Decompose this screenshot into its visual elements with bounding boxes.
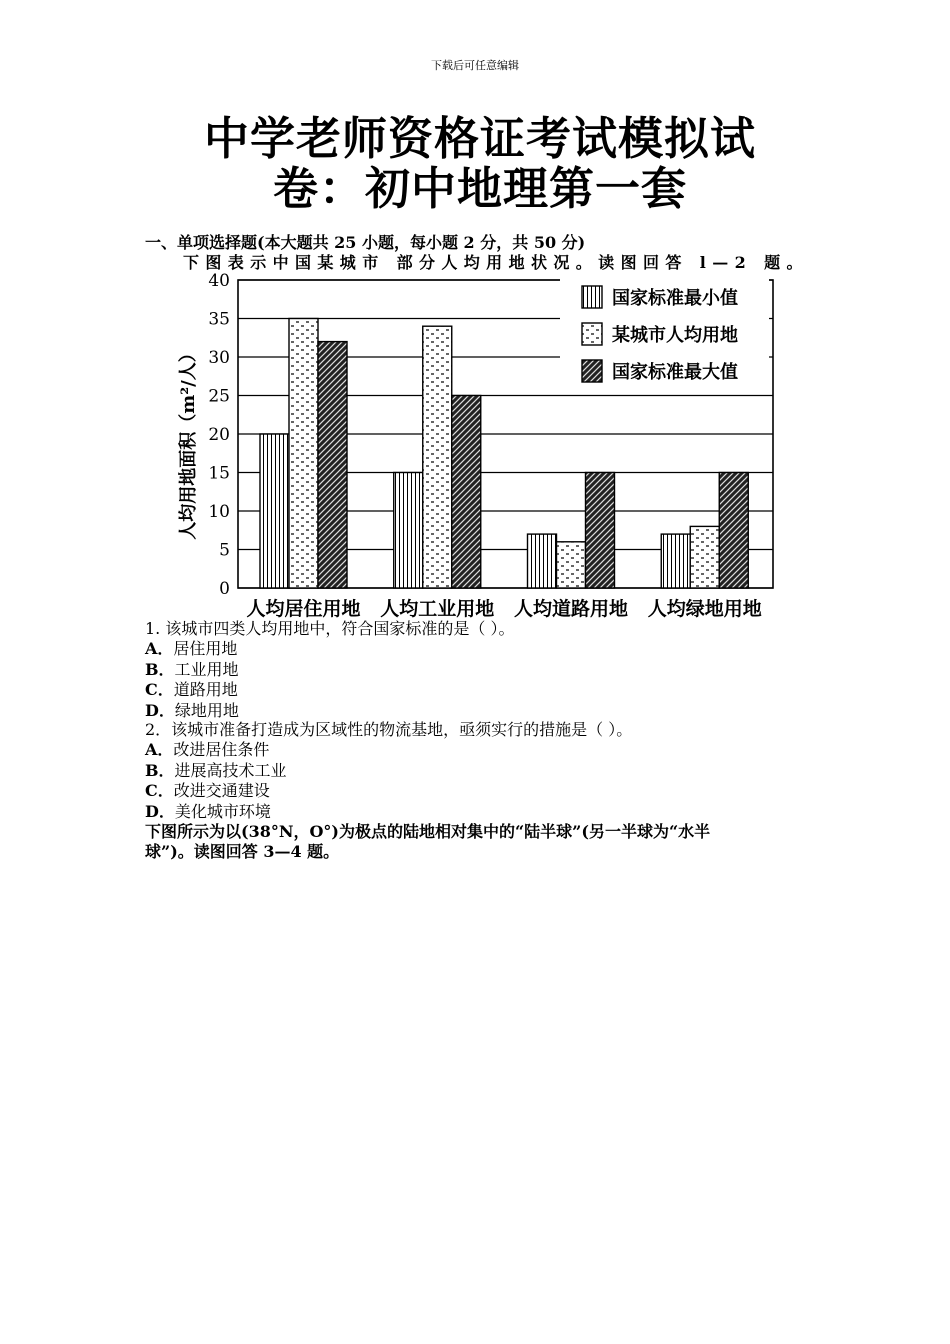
bar-1-1 xyxy=(260,434,289,588)
bar-2-3 xyxy=(557,542,586,588)
title-line-1: 中学老师资格证考试模拟试 xyxy=(203,112,756,165)
y-tick-label: 0 xyxy=(219,579,230,599)
option-letter: C． xyxy=(145,781,174,801)
legend-label: 国家标准最小值 xyxy=(612,288,738,309)
y-tick-label: 20 xyxy=(208,425,230,445)
legend-label: 国家标准最大值 xyxy=(612,362,738,383)
legend-swatch xyxy=(582,323,602,345)
y-tick-label: 35 xyxy=(208,309,230,330)
bar-1-2 xyxy=(394,473,423,589)
question-intro: 下图表示中国某城市 部分人均用地状况。读图回答 l—2 题。 xyxy=(183,253,809,272)
option-text: 绿地用地 xyxy=(174,700,239,720)
answer-option xyxy=(145,781,270,801)
answer-option xyxy=(145,761,287,781)
option-letter: D． xyxy=(145,801,175,821)
x-category-label: 人均道路用地 xyxy=(513,598,629,620)
x-category-label: 人均绿地用地 xyxy=(647,598,762,620)
option-letter: B． xyxy=(145,659,175,679)
answer-option xyxy=(145,701,239,721)
chart-legend xyxy=(560,276,769,394)
section-heading: 一、单项选择题(本大题共 25 小题，每小题 2 分，共 50 分) xyxy=(145,233,586,252)
x-axis-category-labels xyxy=(246,597,761,620)
y-tick-label: 30 xyxy=(208,348,230,368)
bar-3-4 xyxy=(719,473,748,589)
legend-swatch xyxy=(582,286,602,308)
bar-2-2 xyxy=(423,326,452,588)
answer-option xyxy=(145,639,237,659)
y-tick-label: 25 xyxy=(208,386,230,407)
header-note: 下载后可任意编辑 xyxy=(431,59,519,72)
bar-1-3 xyxy=(528,534,557,588)
question-stem: 1. 该城市四类人均用地中，符合国家标准的是（ ）。 xyxy=(145,619,515,638)
option-text: 工业用地 xyxy=(174,659,239,679)
question-stem: 2．该城市准备打造成为区域性的物流基地，亟须实行的措施是（ ）。 xyxy=(145,720,633,739)
passage-line-2: 球”)。读图回答 3—4 题。 xyxy=(145,842,340,861)
option-text: 改进交通建设 xyxy=(173,781,270,801)
reading-passage xyxy=(145,822,810,862)
title-line-2: 卷：初中地理第一套 xyxy=(272,162,687,215)
passage-line-1: 下图所示为以(38°N，O°)为极点的陆地相对集中的“陆半球”(另一半球为“水半 xyxy=(145,822,711,841)
bar-3-1 xyxy=(318,342,347,588)
y-tick-label: 5 xyxy=(219,540,230,561)
answer-option xyxy=(145,740,269,760)
legend-label: 某城市人均用地 xyxy=(612,325,738,346)
answer-option xyxy=(145,802,271,822)
option-text: 道路用地 xyxy=(173,680,238,700)
land-use-bar-chart xyxy=(170,268,780,626)
bar-3-3 xyxy=(586,473,615,589)
bar-3-2 xyxy=(452,396,481,589)
bar-2-4 xyxy=(690,526,719,588)
option-letter: D． xyxy=(145,700,175,720)
answer-option xyxy=(145,680,238,700)
legend-swatch xyxy=(582,360,602,382)
option-text: 美化城市环境 xyxy=(174,801,271,821)
option-text: 居住用地 xyxy=(173,639,238,659)
option-letter: C． xyxy=(145,680,174,700)
option-text: 进展高技术工业 xyxy=(174,760,287,780)
y-tick-label: 10 xyxy=(208,502,230,522)
bar-1-4 xyxy=(661,534,690,588)
y-axis-title: 人均用地面积（m²/人） xyxy=(178,344,199,540)
y-tick-label: 40 xyxy=(208,271,230,291)
y-tick-label: 15 xyxy=(208,463,230,484)
y-axis-ticks xyxy=(208,271,230,599)
x-category-label: 人均工业用地 xyxy=(380,598,495,620)
answer-option xyxy=(145,660,239,680)
option-letter: A． xyxy=(145,639,174,659)
bar-2-1 xyxy=(289,319,318,589)
x-category-label: 人均居住用地 xyxy=(246,598,361,620)
option-letter: B． xyxy=(145,760,175,780)
option-text: 改进居住条件 xyxy=(173,740,270,760)
option-letter: A． xyxy=(145,740,174,760)
page-title xyxy=(150,114,810,214)
